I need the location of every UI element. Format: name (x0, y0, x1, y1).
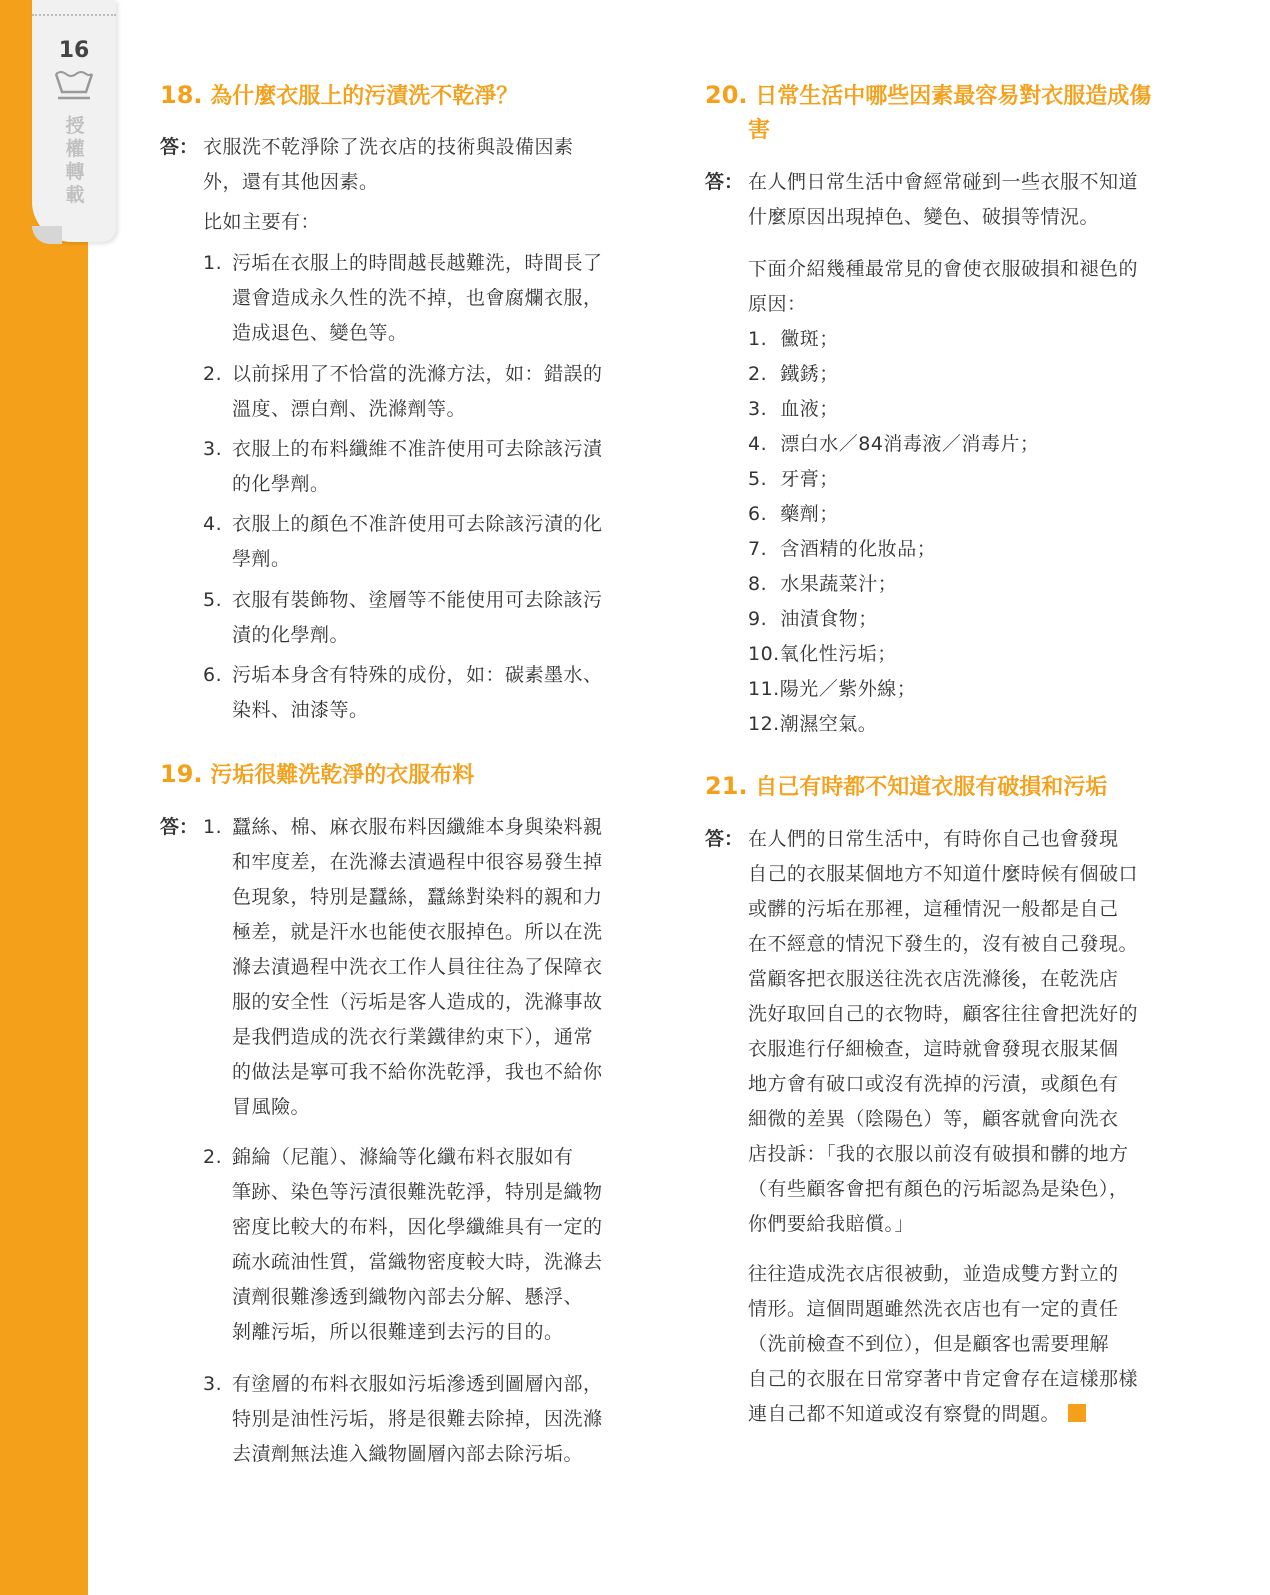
list-item (748, 462, 1173, 497)
list-line: 衣服有裝飾物、塗層等不能使用可去除該污 (232, 589, 603, 611)
list-line: 染料、油漆等。 (232, 699, 369, 721)
paragraph-line-text: 連自己都不知道或沒有察覺的問題。 (748, 1403, 1061, 1425)
list-line: 滌去漬過程中洗衣工作人員往往為了保障衣 (232, 956, 603, 978)
list-text: 漂白水／84消毒液／消毒片； (780, 433, 1040, 455)
q19-item-2 (203, 1140, 643, 1350)
paragraph-line: 在人們的日常生活中，有時你自己也會發現 (748, 828, 1119, 850)
list-line: 的做法是寧可我不給你洗乾淨，我也不給你 (232, 1061, 603, 1083)
list-item (748, 637, 1173, 672)
list-item (748, 707, 1173, 742)
q18-intro-line: 外，還有其他因素。 (203, 171, 379, 193)
q18-item-1 (203, 246, 643, 351)
q20-cause-list (748, 322, 1173, 742)
q20-heading-cont (748, 113, 770, 148)
q21-number: 21. (705, 772, 748, 800)
list-number: 1. (748, 328, 768, 350)
q20-number: 20. (705, 81, 748, 109)
list-text: 油漬食物； (780, 608, 878, 630)
paragraph-line: 自己的衣服某個地方不知道什麼時候有個破口 (748, 863, 1139, 885)
list-item (748, 427, 1173, 462)
q19-title: 污垢很難洗乾淨的衣服布料 (210, 763, 475, 788)
q18-intro-line: 衣服洗不乾淨除了洗衣店的技術與設備因素 (203, 136, 574, 158)
list-number: 5. (748, 468, 768, 490)
list-number: 1. (203, 816, 223, 838)
list-text: 陽光／紫外線； (779, 678, 917, 700)
end-square-icon (1068, 1404, 1086, 1422)
q20-intro-line: 在人們日常生活中會經常碰到一些衣服不知道 (748, 171, 1139, 193)
list-line: 學劑。 (232, 548, 291, 570)
list-number: 1. (203, 252, 223, 274)
list-line: 特別是油性污垢，將是很難去除掉，因洗滌 (232, 1408, 603, 1430)
authorized-reprint-label: 授權轉載 (65, 115, 85, 206)
q18-intro (203, 130, 643, 200)
paragraph-line: （有些顧客會把有顏色的污垢認為是染色）， (748, 1178, 1129, 1200)
list-text: 血液； (780, 398, 839, 420)
list-text: 黴斑； (780, 328, 839, 350)
list-text: 牙膏； (780, 468, 839, 490)
list-number: 2. (748, 363, 768, 385)
list-line: 衣服上的布料纖維不准許使用可去除該污漬 (232, 438, 603, 460)
list-item (748, 672, 1173, 707)
list-number: 6. (203, 664, 223, 686)
list-item (748, 497, 1173, 532)
list-line: 去漬劑無法進入織物圖層內部去除污垢。 (232, 1443, 584, 1465)
list-number: 10. (748, 643, 780, 665)
list-line: 剝離污垢，所以很難達到去污的目的。 (232, 1321, 564, 1343)
list-line: 筆跡、染色等污漬很難洗乾淨，特別是織物 (232, 1181, 603, 1203)
paragraph-line: 情形。這個問題雖然洗衣店也有一定的責任 (748, 1298, 1119, 1320)
list-line: 色現象，特別是蠶絲，蠶絲對染料的親和力 (232, 886, 603, 908)
paragraph-line: 當顧客把衣服送往洗衣店洗滌後，在乾洗店 (748, 968, 1119, 990)
paragraph-line (748, 1397, 1173, 1432)
list-text: 氧化性污垢； (779, 643, 897, 665)
list-number: 11. (748, 678, 780, 700)
paragraph-line: 或髒的污垢在那裡，這種情況一般都是自己 (748, 898, 1119, 920)
list-line: 密度比較大的布料，因化學纖維具有一定的 (232, 1216, 603, 1238)
q20-title-line: 日常生活中哪些因素最容易對衣服造成傷 (755, 84, 1152, 109)
q19-item-1 (203, 810, 643, 1125)
list-number: 6. (748, 503, 768, 525)
list-item (748, 532, 1173, 567)
list-number: 12. (748, 713, 780, 735)
list-line: 污垢在衣服上的時間越長越難洗，時間長了 (232, 252, 603, 274)
q18-lead: 比如主要有： (203, 211, 321, 233)
list-text: 藥劑； (780, 503, 839, 525)
paragraph-line: 洗好取回自己的衣物時，顧客往往會把洗好的 (748, 1003, 1139, 1025)
q18-item-2 (203, 357, 643, 427)
list-line: 的化學劑。 (232, 473, 330, 495)
list-text: 水果蔬菜汁； (780, 573, 898, 595)
list-item (748, 567, 1173, 602)
q20-lead-line: 原因： (748, 293, 807, 315)
list-text: 鐵銹； (780, 363, 839, 385)
q20-intro-line: 什麼原因出現掉色、變色、破損等情況。 (748, 206, 1100, 228)
list-line: 有塗層的布料衣服如污垢滲透到圖層內部， (232, 1373, 603, 1395)
list-line: 衣服上的顏色不准許使用可去除該污漬的化 (232, 513, 603, 535)
q21-paragraph-1 (748, 822, 1173, 1242)
q21-paragraph-2 (748, 1257, 1173, 1432)
list-line: 疏水疏油性質，當織物密度較大時，洗滌去 (232, 1251, 603, 1273)
q19-item-3 (203, 1367, 643, 1472)
list-number: 3. (203, 1373, 223, 1395)
list-line: 漬的化學劑。 (232, 624, 350, 646)
list-item (748, 357, 1173, 392)
list-number: 8. (748, 573, 768, 595)
q18-answer-label: 答： (160, 136, 199, 158)
list-number: 5. (203, 589, 223, 611)
list-item (748, 392, 1173, 427)
q18-heading (160, 78, 518, 114)
tab-dotted-line (32, 14, 116, 16)
paragraph-line: 你們要給我賠償。」 (748, 1213, 915, 1235)
q18-item-5 (203, 583, 643, 653)
list-line: 服的安全性（污垢是客人造成的，洗滌事故 (232, 991, 603, 1013)
list-text: 潮濕空氣。 (779, 713, 878, 735)
list-item (748, 602, 1173, 637)
list-line: 錦綸（尼龍）、滌綸等化纖布料衣服如有 (232, 1146, 574, 1168)
page-tab (32, 0, 116, 242)
paragraph-line: 地方會有破口或沒有洗掉的污漬，或顏色有 (748, 1073, 1119, 1095)
list-number: 3. (203, 438, 223, 460)
paragraph-line: 自己的衣服在日常穿著中肯定會存在這樣那樣 (748, 1368, 1139, 1390)
q18-item-3 (203, 432, 643, 502)
paragraph-line: 往往造成洗衣店很被動，並造成雙方對立的 (748, 1263, 1119, 1285)
paragraph-line: 在不經意的情況下發生的，沒有被自己發現。 (748, 933, 1139, 955)
page-number: 16 (58, 38, 90, 63)
q20-title-line: 害 (748, 118, 771, 143)
wash-tub-icon (54, 70, 94, 100)
q18-title: 為什麼衣服上的污漬洗不乾淨？ (210, 84, 519, 109)
list-line: 蠶絲、棉、麻衣服布料因纖維本身與染料親 (232, 816, 603, 838)
paragraph-line: 衣服進行仔細檢查，這時就會發現衣服某個 (748, 1038, 1119, 1060)
list-line: 是我們造成的洗衣行業鐵律約束下），通常 (232, 1026, 594, 1048)
q20-intro (748, 165, 1173, 235)
list-item (748, 322, 1173, 357)
paragraph-line: 店投訴：「我的衣服以前沒有破損和髒的地方 (748, 1143, 1129, 1165)
paragraph-line: 細微的差異（陰陽色）等，顧客就會向洗衣 (748, 1108, 1119, 1130)
list-line: 漬劑很難滲透到織物內部去分解、懸浮、 (232, 1286, 584, 1308)
list-number: 2. (203, 1146, 223, 1168)
q19-number: 19. (160, 760, 203, 788)
list-line: 以前採用了不恰當的洗滌方法，如：錯誤的 (232, 363, 603, 385)
q21-title: 自己有時都不知道衣服有破損和污垢 (755, 775, 1108, 800)
list-number: 9. (748, 608, 768, 630)
list-line: 污垢本身含有特殊的成份，如：碳素墨水、 (232, 664, 603, 686)
list-number: 2. (203, 363, 223, 385)
q20-lead (748, 252, 1173, 322)
q20-answer-label: 答： (705, 171, 744, 193)
q21-heading (705, 769, 1107, 805)
list-line: 冒風險。 (232, 1096, 311, 1118)
list-line: 和牢度差，在洗滌去漬過程中很容易發生掉 (232, 851, 603, 873)
q20-heading (705, 78, 1151, 114)
q19-heading (160, 757, 474, 793)
q20-lead-line: 下面介紹幾種最常見的會使衣服破損和褪色的 (748, 258, 1139, 280)
list-line: 還會造成永久性的洗不掉，也會腐爛衣服， (232, 287, 603, 309)
list-number: 4. (748, 433, 768, 455)
q18-number: 18. (160, 81, 203, 109)
list-number: 4. (203, 513, 223, 535)
list-number: 3. (748, 398, 768, 420)
list-line: 造成退色、變色等。 (232, 322, 408, 344)
q18-item-4 (203, 507, 643, 577)
list-number: 7. (748, 538, 768, 560)
q19-answer-label: 答： (160, 816, 199, 838)
q18-item-6 (203, 658, 643, 728)
list-line: 溫度、漂白劑、洗滌劑等。 (232, 398, 467, 420)
list-text: 含酒精的化妝品； (780, 538, 937, 560)
paragraph-line: （洗前檢查不到位），但是顧客也需要理解 (748, 1333, 1110, 1355)
list-line: 極差，就是汗水也能使衣服掉色。所以在洗 (232, 921, 603, 943)
q21-answer-label: 答： (705, 828, 744, 850)
